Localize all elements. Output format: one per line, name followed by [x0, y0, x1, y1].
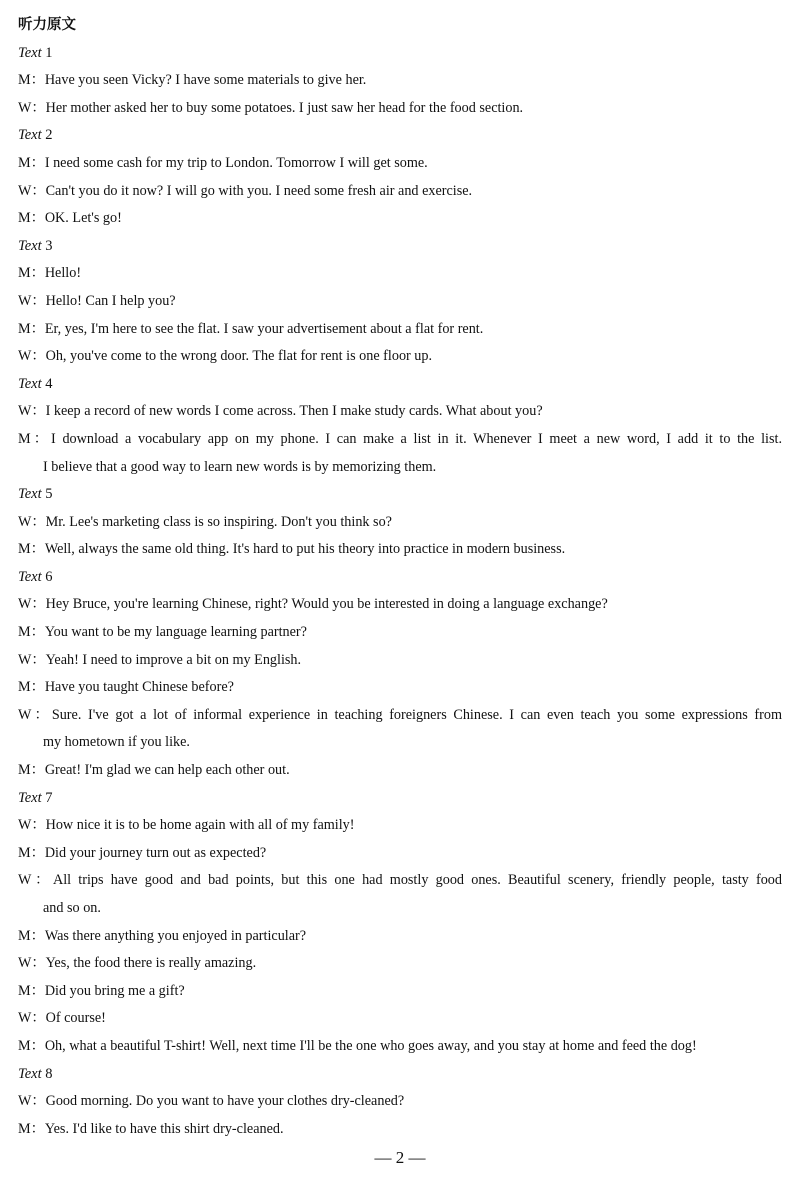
dialogue-text: Great! I'm glad we can help each other out. [44, 762, 290, 779]
speaker-label: M： [18, 1120, 45, 1137]
dialogue-line [18, 702, 782, 730]
text-section-label [18, 122, 782, 150]
dialogue-line [18, 67, 782, 95]
text-label-word: Text [18, 789, 42, 806]
dialogue-line [18, 398, 782, 426]
dialogue-text: Good morning. Do you want to have your clothes dry-cleaned? [45, 1093, 405, 1110]
text-section-label [18, 40, 782, 68]
dialogue-text: Can't you do it now? I will go with you. I need some fresh air and exercise. [45, 182, 473, 199]
dialogue-line [18, 316, 782, 344]
dialogue-text: All trips have good and bad points, but this one had mostly good ones. Beautiful scenery, friendly people, tasty food [52, 872, 782, 889]
speaker-label: M： [18, 1037, 45, 1054]
dialogue-text: Well, always the same old thing. It's hard to put his theory into practice in modern business. [44, 541, 566, 558]
dialogue-text: Yeah! I need to improve a bit on my English. [45, 651, 302, 668]
text-section-label [18, 481, 782, 509]
speaker-label: W： [18, 1093, 46, 1110]
speaker-label: W： [18, 403, 46, 420]
page-heading: 听力原文 [18, 17, 76, 33]
speaker-label: M： [18, 154, 45, 171]
text-label-word: Text [18, 486, 42, 503]
text-section-label [18, 564, 782, 592]
dialogue-text: Yes. I'd like to have this shirt dry-cleaned. [44, 1120, 284, 1137]
dialogue-text: Was there anything you enjoyed in particular? [44, 927, 307, 944]
speaker-label: W： [18, 348, 46, 365]
dialogue-text: Oh, you've come to the wrong door. The flat for rent is one floor up. [45, 348, 433, 365]
dialogue-text: Er, yes, I'm here to see the flat. I saw your advertisement about a flat for rent. [44, 320, 484, 337]
text-label-number: 1 [45, 44, 53, 61]
text-section-label [18, 233, 782, 261]
dialogue-text: Hello! [44, 265, 82, 282]
text-label-number: 3 [45, 237, 53, 254]
speaker-label: W： [18, 513, 46, 530]
text-label-word: Text [18, 375, 42, 392]
dialogue-line [18, 1033, 782, 1061]
text-label-word: Text [18, 44, 42, 61]
speaker-label: W： [18, 955, 46, 972]
dialogue-line [18, 867, 782, 895]
dialogue-continuation: my hometown if you like. [43, 734, 190, 751]
dialogue-line [18, 840, 782, 868]
text-label-number: 5 [45, 486, 53, 503]
dialogue-continuation: I believe that a good way to learn new words is by memorizing them. [43, 458, 437, 475]
speaker-label: W： [18, 182, 46, 199]
speaker-label: M： [18, 320, 45, 337]
speaker-label: M： [18, 982, 45, 999]
speaker-label: M： [18, 430, 52, 447]
dialogue-text: I keep a record of new words I come across. Then I make study cards. What about you? [45, 403, 543, 420]
page-number: — 2 — [374, 1148, 426, 1167]
dialogue-line [18, 426, 782, 454]
speaker-label: W： [18, 99, 46, 116]
dialogue-text: Oh, what a beautiful T-shirt! Well, next time I'll be the one who goes away, and you stay at home and feed the dog! [44, 1037, 697, 1054]
dialogue-text: Sure. I've got a lot of informal experience in teaching foreigners Chinese. I can even teach you some expressions from [51, 706, 782, 723]
dialogue-line [18, 757, 782, 785]
text-label-number: 7 [45, 789, 53, 806]
dialogue-line [18, 647, 782, 675]
dialogue-line [18, 978, 782, 1006]
dialogue-text: Mr. Lee's marketing class is so inspiring. Don't you think so? [45, 513, 392, 530]
speaker-label: M： [18, 679, 45, 696]
speaker-label: W： [18, 706, 52, 723]
dialogue-line [18, 536, 782, 564]
text-section-label [18, 785, 782, 813]
dialogue-continuation: and so on. [43, 900, 101, 916]
dialogue-text: Hello! Can I help you? [45, 292, 176, 309]
dialogue-line [18, 150, 782, 178]
dialogue-text: Yes, the food there is really amazing. [45, 955, 257, 972]
text-section-label [18, 371, 782, 399]
speaker-label: M： [18, 624, 45, 641]
speaker-label: W： [18, 292, 46, 309]
speaker-label: M： [18, 210, 45, 227]
text-section-label [18, 1061, 782, 1089]
dialogue-line [18, 674, 782, 702]
speaker-label: M： [18, 541, 45, 558]
text-label-number: 8 [45, 1065, 53, 1082]
dialogue-line [18, 205, 782, 233]
dialogue-text: Have you taught Chinese before? [44, 679, 234, 696]
speaker-label: W： [18, 817, 46, 834]
dialogue-text: Have you seen Vicky? I have some materials to give her. [44, 72, 367, 89]
speaker-label: W： [18, 1010, 46, 1027]
text-label-word: Text [18, 237, 42, 254]
speaker-label: M： [18, 265, 45, 282]
speaker-label: M： [18, 762, 45, 779]
speaker-label: M： [18, 844, 45, 861]
text-label-number: 2 [45, 127, 53, 144]
dialogue-line [18, 1088, 782, 1116]
dialogue-line [18, 1116, 782, 1144]
dialogue-text: I download a vocabulary app on my phone. I can make a list in it. Whenever I meet a new word, I add it to the list. [51, 430, 782, 447]
dialogue-text: I need some cash for my trip to London. Tomorrow I will get some. [44, 154, 428, 171]
speaker-label: M： [18, 927, 45, 944]
speaker-label: M： [18, 72, 45, 89]
dialogue-line [18, 260, 782, 288]
dialogue-text: Hey Bruce, you're learning Chinese, right? Would you be interested in doing a language exchange? [45, 596, 608, 613]
dialogue-line [18, 591, 782, 619]
speaker-label: W： [18, 651, 46, 668]
dialogue-text: Of course! [45, 1010, 106, 1027]
dialogue-text: Did you bring me a gift? [44, 982, 185, 999]
text-label-word: Text [18, 127, 42, 144]
dialogue-line [18, 923, 782, 951]
text-label-number: 6 [45, 568, 53, 585]
dialogue-line [18, 1005, 782, 1033]
transcript-content [18, 40, 782, 1144]
text-label-word: Text [18, 568, 42, 585]
dialogue-line [18, 178, 782, 206]
dialogue-line [18, 812, 782, 840]
dialogue-line [18, 288, 782, 316]
text-label-word: Text [18, 1065, 42, 1082]
dialogue-text: Her mother asked her to buy some potatoes. I just saw her head for the food section. [45, 99, 524, 116]
dialogue-line [18, 509, 782, 537]
dialogue-line [18, 343, 782, 371]
dialogue-line [18, 95, 782, 123]
dialogue-text: OK. Let's go! [44, 210, 122, 227]
speaker-label: W： [18, 872, 53, 889]
dialogue-text: Did your journey turn out as expected? [44, 844, 267, 861]
dialogue-text: How nice it is to be home again with all of my family! [45, 817, 355, 834]
dialogue-text: You want to be my language learning partner? [44, 624, 307, 641]
text-label-number: 4 [45, 375, 53, 392]
dialogue-line [18, 950, 782, 978]
speaker-label: W： [18, 596, 46, 613]
dialogue-line [18, 619, 782, 647]
